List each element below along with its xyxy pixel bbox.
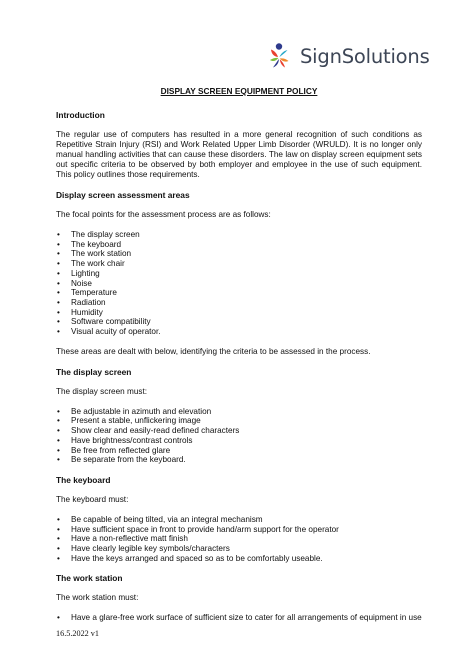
list-item: • Show clear and easily-read defined characters xyxy=(57,426,240,436)
list-item: • Present a stable, unflickering image xyxy=(57,416,201,426)
assessment-areas-outro: These areas are dealt with below, identifying the criteria to be assessed in the process. xyxy=(56,346,371,356)
list-item: • Temperature xyxy=(57,288,117,298)
list-item: • Radiation xyxy=(57,297,106,307)
list-item: • The keyboard xyxy=(57,239,122,249)
bullet-icon: • xyxy=(57,455,60,465)
list-item: • Have sufficient space in front to provide hand/arm support for the operator xyxy=(57,524,339,534)
assessment-areas-intro: The focal points for the assessment process are as follows: xyxy=(56,210,271,219)
section-heading-display-screen: The display screen xyxy=(56,366,132,377)
document-title: DISPLAY SCREEN EQUIPMENT POLICY xyxy=(160,86,318,96)
section-heading-work-station: The work station xyxy=(56,573,123,584)
list-item: • Have the keys arranged and spaced so as to be comfortably useable. xyxy=(57,553,323,563)
section-heading-keyboard: The keyboard xyxy=(56,474,111,485)
list-item: • The display screen xyxy=(57,230,140,239)
work-station-intro: The work station must: xyxy=(56,593,139,603)
bullet-icon: • xyxy=(57,249,60,259)
bullet-icon: • xyxy=(57,268,60,278)
list-item: • Have a non-reflective matt finish xyxy=(57,534,188,544)
bullet-icon: • xyxy=(57,416,60,426)
bullet-icon: • xyxy=(57,553,60,563)
bullet-icon: • xyxy=(57,317,60,327)
list-item: • Have a glare-free work surface of sufficient size to cater for all arrangements of equipment in use xyxy=(57,613,422,623)
bullet-icon: • xyxy=(57,307,60,317)
list-item: • Be separate from the keyboard. xyxy=(57,455,186,465)
list-item: • Humidity xyxy=(57,307,103,317)
bullet-icon: • xyxy=(57,524,60,534)
list-item: • Visual acuity of operator. xyxy=(57,327,161,337)
list-item: • Have clearly legible key symbols/characters xyxy=(57,544,230,554)
bullet-icon: • xyxy=(57,327,60,337)
bullet-icon: • xyxy=(57,239,60,249)
keyboard-list xyxy=(56,515,422,564)
company-logo xyxy=(262,40,430,74)
list-item: • Be capable of being tilted, via an integral mechanism xyxy=(57,514,263,524)
list-item: • Be adjustable in azimuth and elevation xyxy=(57,406,212,416)
list-item: • Noise xyxy=(57,278,92,288)
keyboard-intro: The keyboard must: xyxy=(56,494,129,504)
bullet-icon: • xyxy=(57,426,60,436)
list-item: • The work station xyxy=(57,249,132,259)
bullet-icon: • xyxy=(57,445,60,455)
bullet-icon: • xyxy=(57,230,60,239)
introduction-paragraph: The regular use of computers has resulted in a more general recognition of such conditions as Repetitive Strain Injury (RSI) and Work Related Upper Limb Disorder (WRULD). It is no longer only manual handling activities that can cause these disorders. The law on display screen equipment sets out specific criteria to be observed by both employer and employee in the use of such equipment. This policy outlines those requirements. xyxy=(56,130,422,179)
section-heading-assessment-areas: Display screen assessment areas xyxy=(56,190,190,200)
bullet-icon: • xyxy=(57,288,60,298)
list-item: • Be free from reflected glare xyxy=(57,445,171,455)
bullet-icon: • xyxy=(57,534,60,544)
section-heading-introduction: Introduction xyxy=(56,110,105,120)
company-name: SignSolutions xyxy=(300,45,430,68)
list-item: • Software compatibility xyxy=(57,317,151,327)
bullet-icon: • xyxy=(57,613,60,623)
display-screen-list xyxy=(56,407,422,465)
document-body xyxy=(56,86,422,633)
signsolutions-logo-icon xyxy=(262,40,296,74)
bullet-icon: • xyxy=(57,278,60,288)
work-station-list xyxy=(56,613,422,623)
list-item: • Lighting xyxy=(57,268,100,278)
list-item: • The work chair xyxy=(57,259,125,269)
bullet-icon: • xyxy=(57,435,60,445)
bullet-icon: • xyxy=(57,544,60,554)
list-item: • Have brightness/contrast controls xyxy=(57,435,193,445)
bullet-icon: • xyxy=(57,259,60,269)
document-version-footer: 16.5.2022 v1 xyxy=(56,629,99,638)
bullet-icon: • xyxy=(57,297,60,307)
bullet-icon: • xyxy=(57,406,60,416)
display-screen-intro: The display screen must: xyxy=(56,386,148,396)
bullet-icon: • xyxy=(57,514,60,524)
assessment-areas-list xyxy=(56,230,422,337)
